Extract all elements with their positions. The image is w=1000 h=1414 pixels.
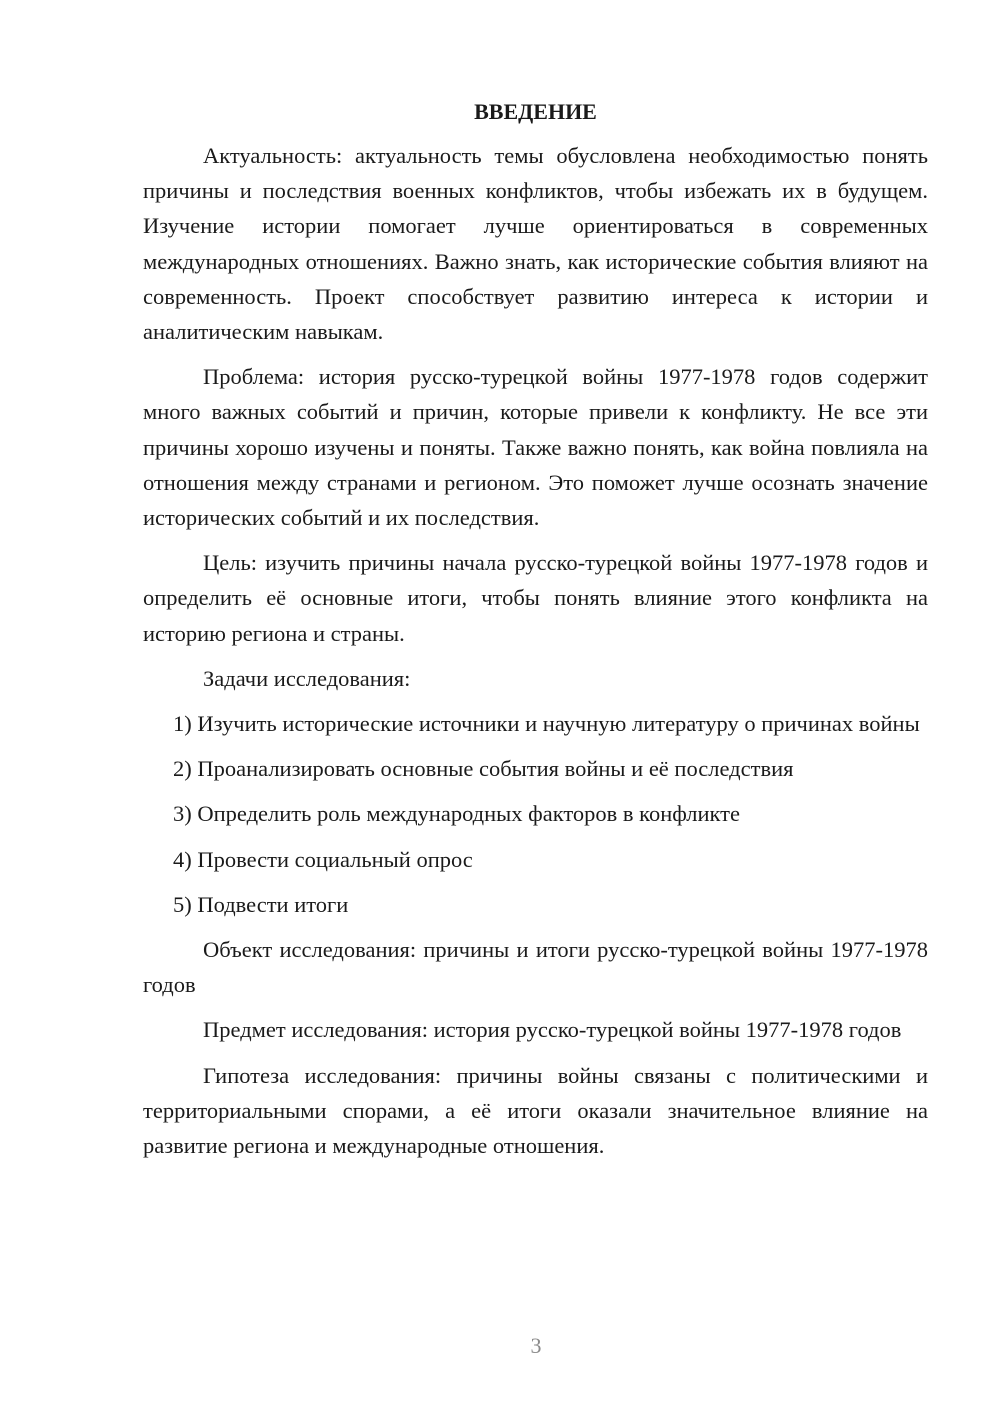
- tasks-heading: Задачи исследования:: [203, 665, 411, 691]
- task-item-3: 3) Определить роль международных факторов в конфликте: [173, 801, 740, 827]
- task-item-4: 4) Провести социальный опрос: [173, 846, 473, 872]
- task-item-5: 5) Подвести итоги: [173, 891, 349, 917]
- document-page: [143, 96, 928, 1173]
- page-number: 3: [530, 1333, 542, 1358]
- object-paragraph: Объект исследования: причины и итоги русско-турецкой войны 1977-1978 годов: [143, 937, 928, 998]
- goal-paragraph: Цель: изучить причины начала русско-турецкой войны 1977-1978 годов и определить её основные итоги, чтобы понять влияние этого конфликта на историю региона и страны.: [143, 550, 928, 646]
- task-item-2: 2) Проанализировать основные события войны и её последствия: [173, 756, 794, 782]
- relevance-paragraph: Актуальность: актуальность темы обусловлена необходимостью понять причины и последствия военных конфликтов, чтобы избежать их в будущем. Изучение истории помогает лучше ориентироваться в современных международных отношениях. Важно знать, как исторические события влияют на современность. Проект способствует развитию интереса к истории и аналитическим навыкам.: [143, 143, 928, 345]
- subject-paragraph: Предмет исследования: история русско-турецкой войны 1977-1978 годов: [203, 1017, 902, 1043]
- problem-paragraph: Проблема: история русско-турецкой войны 1977-1978 годов содержит много важных событий и причин, которые привели к конфликту. Не все эти причины хорошо изучены и поняты. Также важно понять, как война повлияла на отношения между странами и регионом. Это поможет лучше осознать значение исторических событий и их последствия.: [143, 364, 928, 531]
- task-item-1: 1) Изучить исторические источники и научную литературу о причинах войны: [173, 711, 920, 737]
- section-title: ВВЕДЕНИЕ: [474, 99, 597, 124]
- hypothesis-paragraph: Гипотеза исследования: причины войны связаны с политическими и территориальными спорами, а её итоги оказали значительное влияние на развитие региона и международные отношения.: [143, 1062, 928, 1159]
